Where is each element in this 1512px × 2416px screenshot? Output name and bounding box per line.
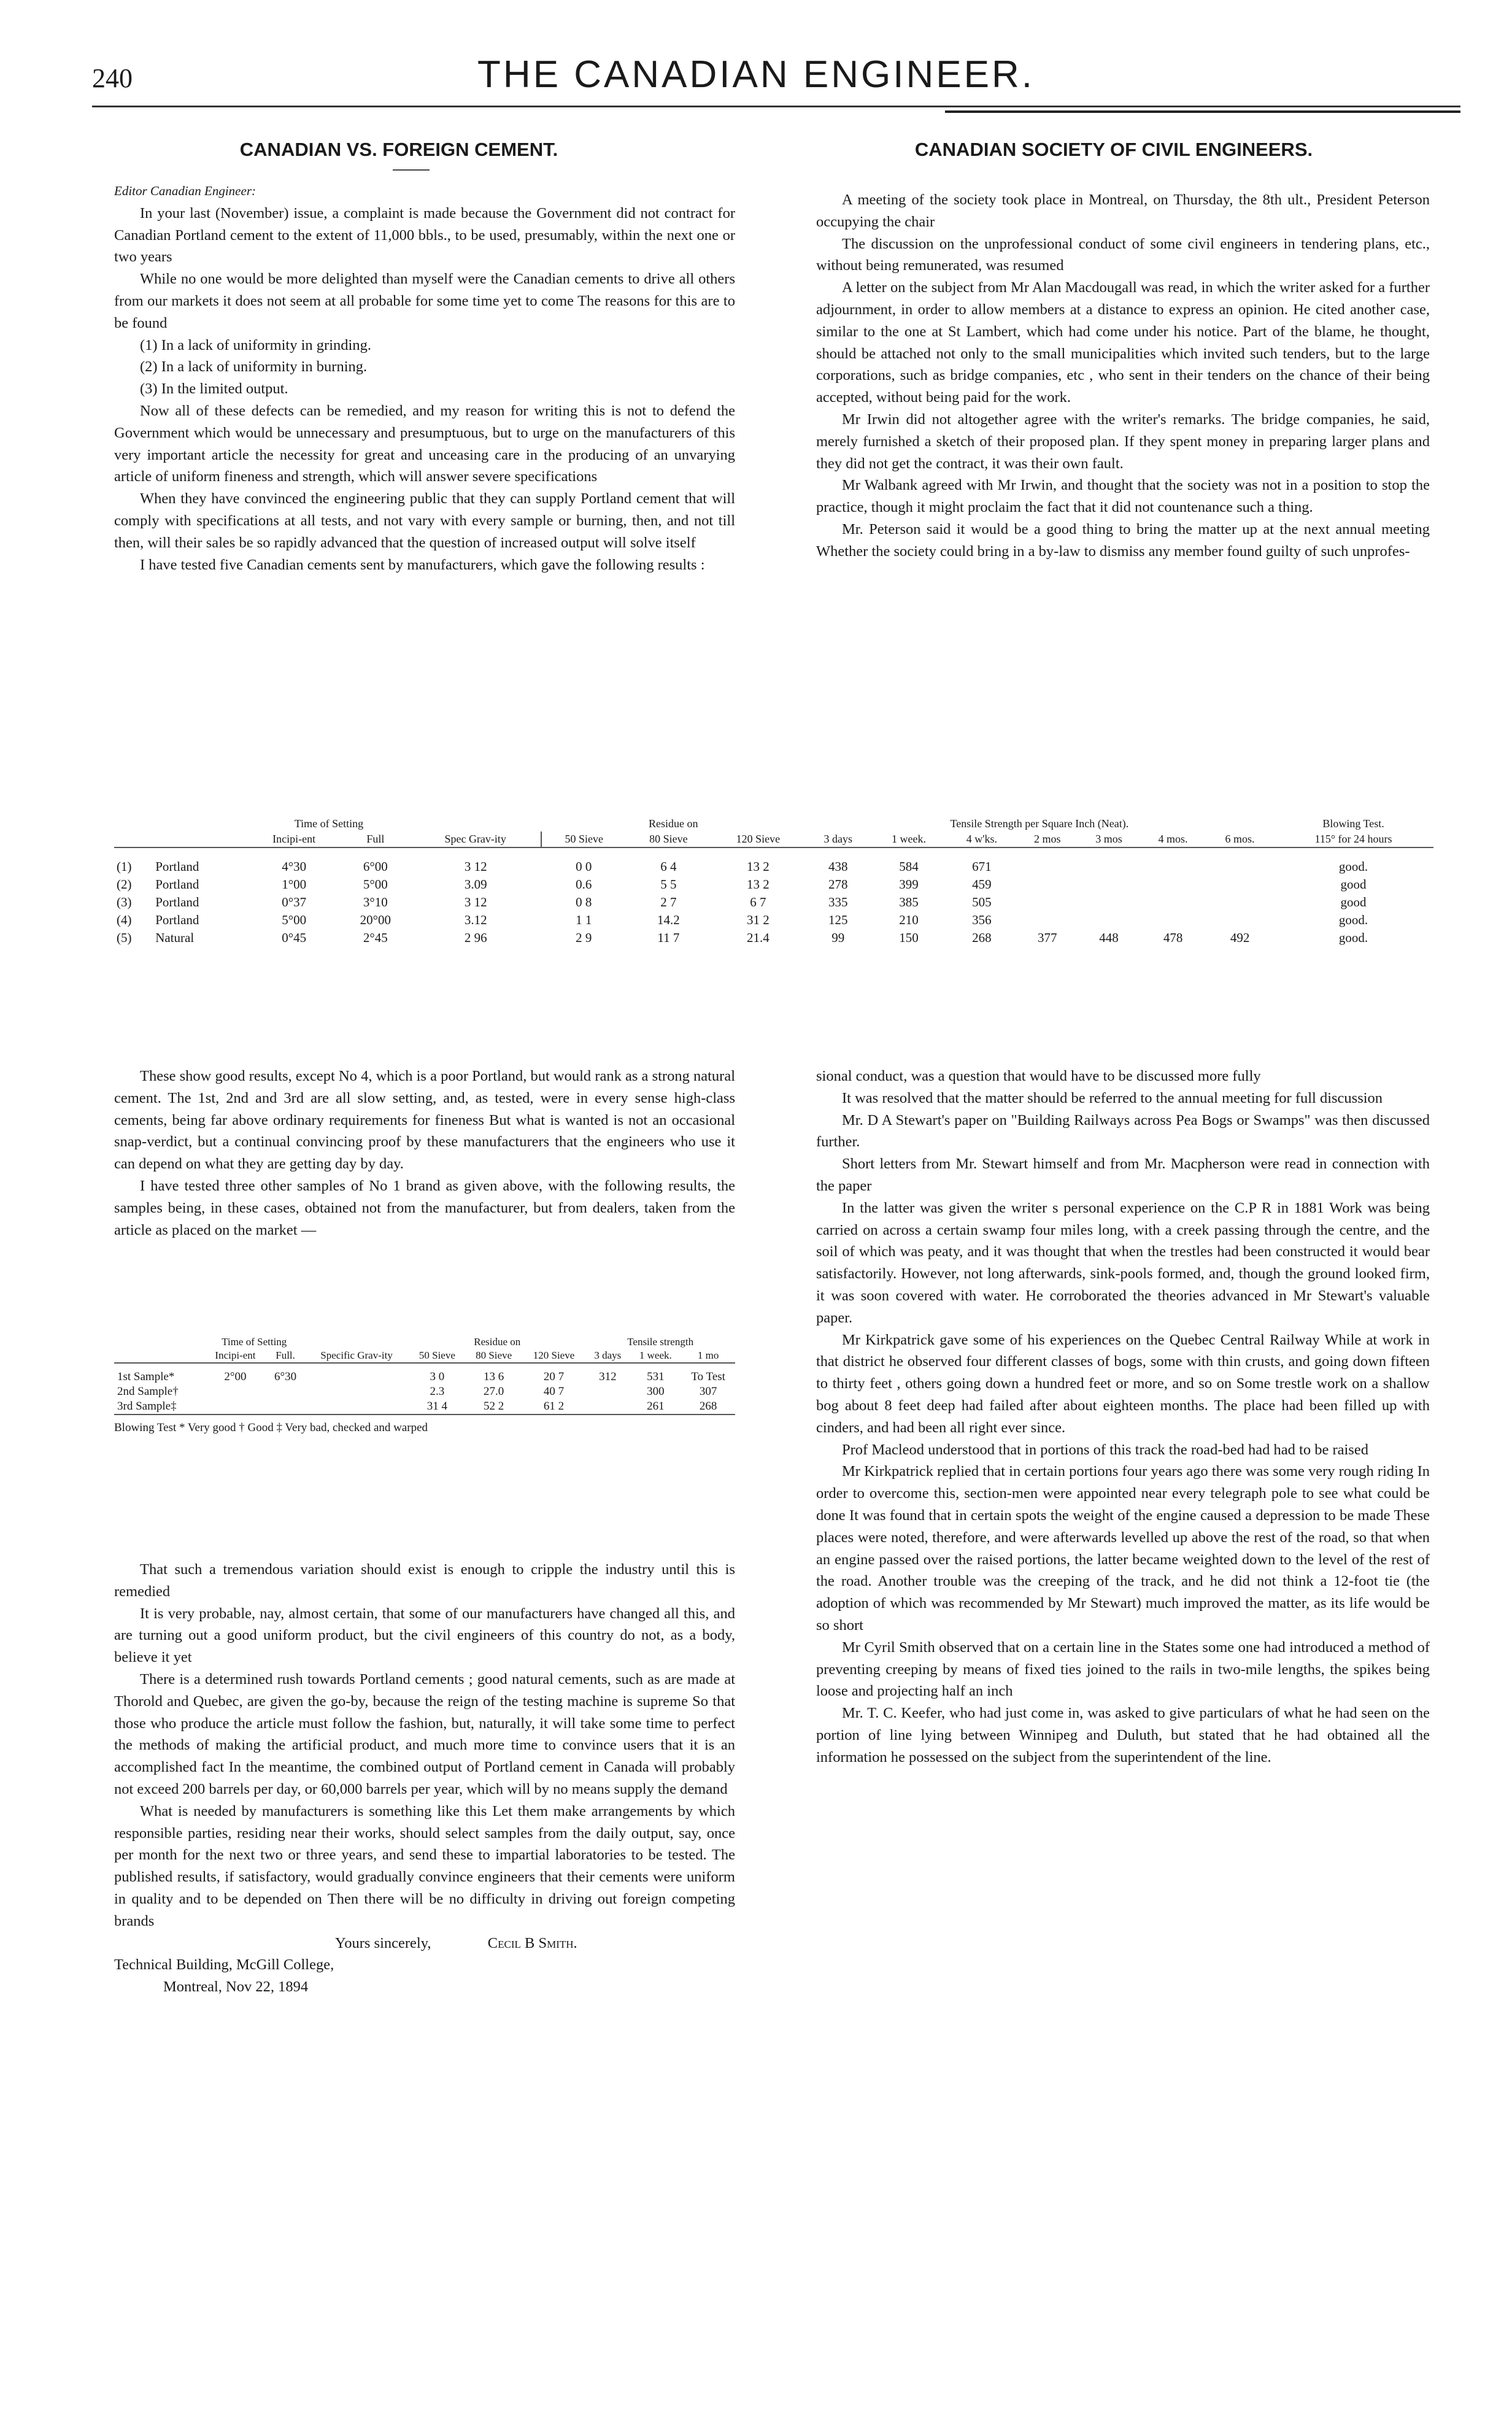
paragraph-continuation: sional conduct, was a question that would have to be discussed more fully [816,1068,1261,1084]
row-label: 1st Sample* [117,1370,175,1383]
cell: 505 [972,895,992,909]
cell: 278 [828,877,848,892]
col-header: Full. [276,1349,295,1361]
paragraph: Mr Walbank agreed with Mr Irwin, and thought that the society was not in a position to stop the practice, though it might proclaim the fact that it did not countenance such a thing. [816,477,1430,516]
cell [204,1399,267,1414]
paragraph: Short letters from Mr. Stewart himself and from Mr. Macpherson were read in connection with the paper [816,1156,1430,1194]
cell: 0°37 [282,895,307,909]
sample-test-table [114,1335,735,1435]
reason-item: (2) In a lack of uniformity in burning. [140,358,368,376]
page-number: 240 [92,63,133,93]
table-footnote: Blowing Test * Very good † Good ‡ Very bad, checked and warped [114,1421,428,1434]
cell: good. [1338,859,1368,874]
header-blowing: Blowing Test. [1322,817,1384,830]
cell: 448 [1099,930,1119,945]
cell: 356 [972,913,992,927]
header-specific-gravity: Specific Grav-ity [320,1349,393,1361]
row-number: (3) [117,895,132,909]
row-name: Portland [155,877,199,892]
cell: good [1340,895,1367,909]
row-number: (4) [117,913,132,927]
right-article-top [816,189,1430,563]
cell: good. [1338,930,1368,945]
row-name: Portland [155,895,199,909]
right-headline: CANADIAN SOCIETY OF CIVIL ENGINEERS. [914,139,1313,160]
cell: 671 [972,859,992,874]
cell: 531 [647,1370,665,1383]
col-header: 50 Sieve [418,1349,455,1361]
paragraph: The discussion on the unprofessional conduct of some civil engineers in tendering plans, etc., without being remunerated, was resumed [816,235,1430,274]
col-header: 4 mos. [1158,833,1188,845]
address-line: Technical Building, McGill College, [114,1956,334,1974]
cell: 492 [1230,930,1250,945]
cell: 0.6 [576,877,592,892]
reason-item: (3) In the limited output. [140,380,288,398]
row-number: (5) [117,930,132,945]
cell: 2 7 [660,895,677,909]
cell: 20°00 [360,913,392,927]
cell: 20 7 [543,1370,565,1383]
cell [585,1399,630,1414]
cell: 1°00 [282,877,307,892]
cell: 11 7 [657,930,680,945]
cell: 300 [647,1385,665,1398]
right-article-bottom [816,1065,1430,1769]
row-name: Portland [155,913,199,927]
col-header: Full [366,833,385,845]
cell: good. [1338,913,1368,927]
cell [1140,876,1206,893]
paragraph: Mr Cyril Smith observed that on a certain line in the States some one had introduced a method of preventing creeping by means of fixed ties joined to the rails in two-mile lengths, the spikes being loose and projecting half an inch [816,1638,1430,1700]
col-header: Incipi-ent [272,833,316,845]
cell: 3 12 [464,859,487,874]
cell: 99 [831,930,845,945]
col-header: 4 w'ks. [966,833,998,845]
paragraph: Prof Macleod understood that in portions of this track the road-bed had had to be raised [842,1441,1368,1458]
cell: 268 [972,930,992,945]
col-header: 80 Sieve [476,1349,512,1361]
cell: 4°30 [282,859,307,874]
cell: 210 [899,913,919,927]
cell: 2°45 [363,930,388,945]
row-label: 3rd Sample‡ [117,1400,177,1413]
cell: 2 9 [576,930,592,945]
paragraph: In your last (November) issue, a complaint is made because the Government did not contract for Canadian Portland cement to the extent of 11,000 bbls., to be used, presumably, within the next one or two years [114,204,735,266]
col-header: 2 mos [1033,833,1061,845]
cell: To Test [691,1370,725,1383]
cell: 14.2 [657,913,680,927]
col-header: 3 days [824,833,852,845]
cell: 6 7 [750,895,766,909]
row-name: Natural [155,930,195,945]
cell: 13 2 [746,859,770,874]
cell [1206,911,1273,929]
cell: 335 [828,895,848,909]
header-rule-heavy [945,110,1460,113]
paragraph: While no one would be more delighted than myself were the Canadian cements to drive all others from our markets it does not seem at all probable for some time yet to come The reasons for this are to be found [114,271,735,331]
col-header: 50 Sieve [541,832,627,847]
header-spec-gravity: Spec Grav-ity [444,833,506,845]
paragraph: These show good results, except No 4, which is a poor Portland, but would rank as a strong natural cement. The 1st, 2nd and 3rd are all slow setting, and, as tested, were in every sense high-class cements, being far above ordinary requirements for fineness But what is wanted is not an occasional snap-verdict, but a continual convincing proof by these manufacturers that the engineers who use it can depend on what they are getting day by day. [114,1068,735,1173]
row-number: (2) [117,877,132,892]
cell [1140,893,1206,911]
cell: 312 [599,1370,617,1383]
cell: 3.09 [464,877,487,892]
cell: 268 [699,1400,717,1413]
cell [1078,911,1140,929]
cell [1017,858,1078,876]
cell: 5°00 [282,913,307,927]
table-row [114,858,1433,876]
cell: good [1340,877,1367,892]
cell: 13 2 [746,877,770,892]
left-article-end [114,1559,735,1998]
left-headline: CANADIAN VS. FOREIGN CEMENT. [239,139,558,160]
table-row [114,1370,735,1384]
paragraph: It is very probable, nay, almost certain, that some of our manufacturers have changed all this, and are turning out a good uniform product, but the civil engineers of this country do not, as a body, believe it yet [114,1605,735,1666]
paragraph: It was resolved that the matter should be referred to the annual meeting for full discussion [842,1089,1383,1106]
cell: 3 0 [430,1370,445,1383]
header-time-of-setting: Time of Setting [294,817,364,830]
header-residue: Residue on [648,817,698,830]
col-header: 80 Sieve [649,833,688,845]
paragraph: A meeting of the society took place in Montreal, on Thursday, the 8th ult., President Peterson occupying the chair [816,191,1430,230]
table-row [114,876,1433,893]
col-header: 6 mos. [1225,833,1255,845]
header-rule [92,106,1460,107]
cell [266,1384,304,1399]
table-row [114,911,1433,929]
cell [1078,893,1140,911]
cell: 27.0 [483,1385,504,1398]
cell: 2.3 [430,1385,445,1398]
paragraph: In the latter was given the writer s personal experience on the C.P R in 1881 Work was being carried on across a certain swamp four miles long, with a creek passing through the centre, and the soil of which was peaty, and it was thought that when the trestles had been constructed it would bear satisfactorily. However, not long afterwards, sink-pools formed, and, though the ground looked firm, it was soon covered with water. He corroborated the theories advanced in Mr Stewart's valuable paper. [816,1199,1430,1326]
cell: 438 [828,859,848,874]
col-header: 115° for 24 hours [1314,833,1392,845]
col-header: 3 mos [1095,833,1122,845]
cell: 2°00 [224,1370,247,1383]
cell: 261 [647,1400,665,1413]
cell: 5 5 [660,877,677,892]
closing: Yours sincerely, [335,1934,431,1951]
cell: 2 96 [464,930,487,945]
cell: 584 [899,859,919,874]
cell: 5°00 [363,877,388,892]
cell [1078,858,1140,876]
cell [1017,893,1078,911]
row-name: Portland [155,859,199,874]
paragraph: Mr. Peterson said it would be a good thing to bring the matter up at the next annual meeting Whether the society could bring in a by-law to dismiss any member found guilty of such unprofes- [816,520,1430,560]
cell [585,1384,630,1399]
cell [304,1370,409,1384]
paragraph: Mr Kirkpatrick replied that in certain portions four years ago there was some very rough riding In order to overcome this, section-men were appointed near every telegraph pole to see what could be done It was found that in certain spots the weight of the engine caused a depression to be made These places were noted, therefore, and were afterwards levelled up above the rest of the road, so that when an engine passed over the raised portions, the latter became weighted down to the level of the rest of the road. Another trouble was the creeping of the track, and he did not think a 12-foot tie (the adoption of which was recommended by Mr Stewart) much improved the matter, as its life would be so short [816,1463,1430,1634]
journal-title: THE CANADIAN ENGINEER. [477,53,1035,96]
cell: 31 4 [426,1400,448,1413]
paragraph: A letter on the subject from Mr Alan Macdougall was read, in which the writer asked for a further adjournment, in order to allow members at a distance to express an opinion. He cited another case, similar to the one at St Lambert, which had come under his notice. Part of the blame, he thought, should be attached not only to the small municipalities which invited such tenders, but to the large corporations, such as bridge companies, etc , who sent in their tenders on the chance of their being accepted, without being paid for the work. [816,279,1430,406]
cell [1140,858,1206,876]
table-row [114,929,1433,947]
cell: 6°00 [363,859,388,874]
paragraph: Now all of these defects can be remedied, and my reason for writing this is not to defend the Government which would be unnecessary and presumptuous, but to urge on the manufacturers of this very important article the necessity for great and unceasing care in the producing of an unvarying article of uniform fineness and strength, which will answer severe specifications [114,402,735,485]
paragraph: That such a tremendous variation should exist is enough to cripple the industry until this is remedied [114,1561,735,1600]
cell: 6°30 [274,1370,297,1383]
cell: 3°10 [363,895,388,909]
cell: 1 1 [576,913,592,927]
paragraph: I have tested five Canadian cements sent by manufacturers, which gave the following results : [140,556,705,573]
col-header: 120 Sieve [533,1349,575,1361]
cell: 31 2 [746,913,770,927]
paragraph: Mr. T. C. Keefer, who had just come in, was asked to give particulars of what he had seen on the portion of line lying between Winnipeg and Duluth, but stated that he had obtained all the information he possessed on the subject from the superintendent of the line. [816,1705,1430,1766]
header-time-of-setting: Time of Setting [222,1336,287,1348]
cell: 385 [899,895,919,909]
col-header: 1 week. [892,833,926,845]
cell [1017,911,1078,929]
signature: Cecil B Smith. [487,1934,577,1951]
table-row [114,1399,735,1414]
cell: 125 [828,913,848,927]
cell [1140,911,1206,929]
col-header: 1 week. [639,1349,672,1361]
left-article-top [114,180,735,576]
cell: 13 6 [483,1370,504,1383]
cell: 459 [972,877,992,892]
cell [1078,876,1140,893]
cell [204,1384,267,1399]
headline-dash [393,169,430,171]
reason-item: (1) In a lack of uniformity in grinding. [140,336,371,353]
addressee: Editor Canadian Engineer: [114,183,256,198]
row-number: (1) [117,859,132,874]
header-residue: Residue on [474,1336,521,1348]
paragraph: There is a determined rush towards Portland cements ; good natural cements, such as are made at Thorold and Quebec, are given the go-by, because the reign of the testing machine is supreme So that those who produce the article must follow the fashion, but, naturally, it will take some time to perfect the methods of making the artificial product, and much more time to convince users that it is an accomplished fact In the meantime, the combined output of Portland cement in Canada will probably not exceed 200 barrels per day, or 60,000 barrels per year, which will by no means supply the demand [114,1670,735,1797]
col-header: Incipi-ent [215,1349,256,1361]
cell: 40 7 [543,1385,565,1398]
cell: 150 [899,930,919,945]
paragraph: Mr Kirkpatrick gave some of his experiences on the Quebec Central Railway While at work in that district he observed four different classes of bogs, some with thin crusts, and going down fifteen to thirty feet , others going down a hundred feet or more, and so on Some trestle work on a shallow bog about 8 feet deep had failed after about eighteen months. The place had been filled up with cinders, and had been all right ever since. [816,1331,1430,1436]
cell [1206,893,1273,911]
cell: 3 12 [464,895,487,909]
paragraph: I have tested three other samples of No 1 brand as given above, with the following results, the samples being, in these cases, obtained not from the manufacturer, but from dealers, taken from the article as placed on the market — [114,1177,735,1238]
cell [1206,858,1273,876]
cell: 377 [1037,930,1057,945]
cell [1206,876,1273,893]
col-header: 3 days [594,1349,622,1361]
header-tensile: Tensile Strength per Square Inch (Neat). [950,817,1129,830]
cell [266,1399,304,1414]
signature-line [114,1932,735,1955]
cell: 0 0 [576,859,592,874]
cell: 307 [699,1385,717,1398]
cell: 399 [899,877,919,892]
date-line: Montreal, Nov 22, 1894 [163,1978,309,1996]
paragraph: Mr. D A Stewart's paper on "Building Railways across Pea Bogs or Swamps" was then discussed further. [816,1111,1430,1151]
cell: 478 [1163,930,1183,945]
cell: 0°45 [282,930,307,945]
cell: 6 4 [660,859,677,874]
cell [1017,876,1078,893]
cell: 61 2 [543,1400,565,1413]
left-article-mid [114,1065,735,1241]
col-header: 1 mo [697,1349,719,1361]
cell: 3.12 [464,913,487,927]
table-row [114,1384,735,1399]
cement-test-table [114,816,1433,947]
paragraph: What is needed by manufacturers is something like this Let them make arrangements by which responsible parties, residing near their works, should select samples from the daily output, say, once per month for the next two or three years, and send these to impartial laboratories to be tested. The published results, if satisfactory, would gradually convince engineers that their cements were uniform in quality and to be depended on Then there will be no difficulty in driving out foreign competing brands [114,1802,735,1929]
cell [304,1399,409,1414]
cell [304,1384,409,1399]
header-tensile: Tensile strength [627,1336,694,1348]
paragraph: Mr Irwin did not altogether agree with the writer's remarks. The bridge companies, he said, merely furnished a sketch of their proposed plan. If they spent money in preparing larger plans and they did not get the contract, it was their own fault. [816,411,1430,472]
col-header: 120 Sieve [736,833,781,845]
paragraph: When they have convinced the engineering public that they can supply Portland cement that will comply with specifications at all tests, and not vary with every sample or burning, then, and not till then, will their sales be so rapidly advanced that the question of increased output will solve itself [114,490,735,551]
cell: 21.4 [746,930,770,945]
table-row [114,893,1433,911]
cell: 0 8 [576,895,592,909]
cell: 52 2 [483,1400,504,1413]
row-label: 2nd Sample† [117,1385,179,1398]
